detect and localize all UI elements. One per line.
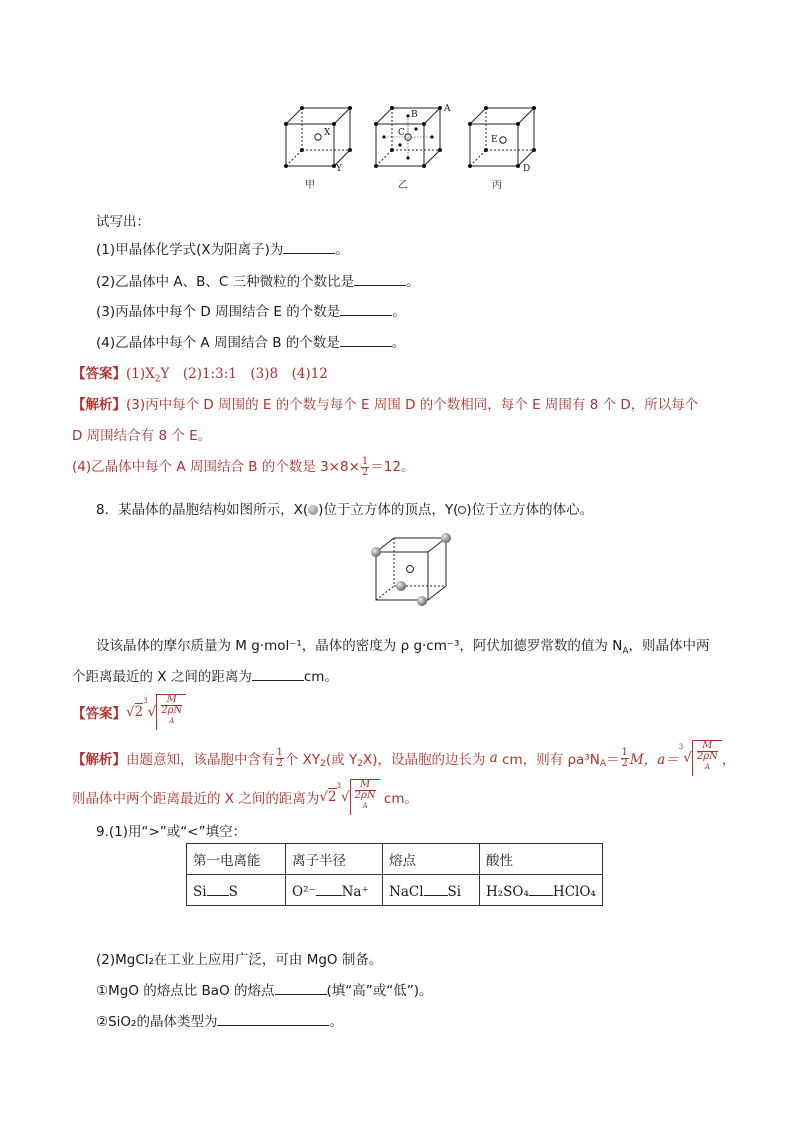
label-y: Y [336,164,342,174]
fraction-half: $\frac{1}{2}$ [361,455,369,478]
q9-blank-1[interactable] [275,980,327,995]
q7-analysis-line2: D 周围结合有 8 个 E。 [72,428,212,444]
q7-analysis [72,393,698,413]
analysis-text: 个 XY [284,752,321,769]
q7-part4-blank[interactable] [340,332,392,347]
q9-stem: 9.(1)用“>”或“<”填空： [96,824,247,840]
q7-part1 [96,238,349,258]
table-cell: Si S [187,875,286,906]
q7-part4-text: (4)乙晶体中每个 A 周围结合 B 的个数是 [96,335,340,351]
q7-part3 [96,300,406,320]
period: 。 [391,335,406,351]
analysis-text: (或 Y [325,752,358,769]
cell-blank[interactable] [316,881,342,896]
comma: ， [721,752,736,769]
cube-root-2: $^3$√ M 2ρN $^A$ [679,740,722,776]
label-c: C [398,128,405,138]
table-row [187,875,603,906]
fraction-half: $\frac{1}{2}$ [276,746,283,769]
q8-line1-sub: A [622,646,629,657]
q8-cube-figure [366,532,456,610]
q8-line1-text: 设该晶体的摩尔质量为 M g·mol⁻¹，晶体的密度为 ρ g·cm⁻³，阿伏加德罗常数的值为 N [96,638,623,654]
q9-part2: (2)MgCl₂在工业上应用广泛，可由 MgO 制备。 [96,952,383,968]
q8-line2-tail: cm。 [303,669,338,685]
fraction-half-2: $\frac{1}{2}$ [621,746,628,769]
q7-part1-blank[interactable] [283,239,335,254]
q8-analysis-line2 [72,779,418,815]
q7-part3-blank[interactable] [340,301,392,316]
sub: 2 [357,758,363,769]
q7-answer [72,362,328,385]
q9-part2-2-tail: 。 [329,1014,343,1030]
q9-table [186,843,603,906]
cell-blank[interactable] [424,881,448,896]
label-d: D [523,164,531,174]
sub: A [599,758,607,769]
q9-part2-1-tail: (填“高”或“低”)。 [326,983,433,999]
analysis-text-tail: ＝12。 [370,459,415,475]
period: 。 [335,242,349,258]
q9-part2-2 [96,1010,343,1030]
q7-part2 [96,270,420,290]
q8-stem-3: )位于立方体的体心。 [466,502,594,518]
caption-jia: 甲 [305,180,315,191]
q7-part2-text: (2)乙晶体中 A、B、C 三种微粒的个数比是 [96,274,355,290]
q9-part2-1-text: MgO 的熔点比 BaO 的熔点 [108,983,275,999]
analysis-text: (3)丙中每个 D 周围的 E 的个数与每个 E 周围 D 的个数相同，每个 E 周围有 8 个 D，所以每个 [126,397,699,413]
q8-stem-1: 8．某晶体的晶胞结构如图所示，X( [96,502,309,518]
q8-line1-tail: ，则晶体中两 [628,638,710,654]
answer-tag: 【答案】 [72,366,126,382]
answer-text-2: Y (2)1:3:1 (3)8 (4)12 [160,366,328,382]
cube-root: $^3$√ M 2ρN $^A$ [143,694,186,730]
table-header: 熔点 [383,844,480,875]
analysis-text: 则晶体中两个距离最近的 X 之间的距离为 [72,791,320,808]
q7-part4-analysis [72,455,414,478]
q8-blank[interactable] [252,666,304,681]
q8-answer [72,694,186,730]
analysis-text: M，a＝ [629,752,679,769]
q8-line2-text: 个距离最近的 X 之间的距离为 [72,669,252,685]
cell-blank[interactable] [529,881,553,896]
period: 。 [406,274,420,290]
label-b: B [411,110,418,120]
q8-analysis [72,740,735,776]
label-x: X [324,128,331,138]
q8-line1 [96,634,709,657]
answer-text: (1)X [126,366,155,382]
analysis-text-tail: cm。 [383,791,418,808]
table-cell: O²⁻ Na⁺ [286,875,383,906]
caption-yi: 乙 [398,180,408,191]
analysis-text: X)，设晶胞的边长为 [362,752,486,769]
table-header-row [187,844,603,875]
q8-stem-2: )位于立方体的顶点，Y( [318,502,459,518]
q9-part2-2-text: SiO₂的晶体类型为 [108,1014,218,1030]
analysis-text: 由题意知，该晶胞中含有 [126,752,275,769]
table-header: 酸性 [480,844,603,875]
table-cell: NaCl Si [383,875,480,906]
gray-sphere-icon [308,505,318,515]
answer-sub: 2 [154,374,161,385]
var-a: a [489,750,498,767]
sqrt-2: √2 [126,704,144,721]
analysis-text: (4)乙晶体中每个 A 周围结合 B 的个数是 3×8× [72,459,360,475]
q9-part2-1 [96,979,433,999]
sqrt-2: √2 [319,789,337,806]
q7-part3-text: (3)丙晶体中每个 D 周围结合 E 的个数是 [96,304,341,320]
q7-part4 [96,331,405,351]
q8-stem [96,498,593,518]
q8-line2 [72,665,338,685]
table-header: 离子半径 [286,844,383,875]
q7-part2-blank[interactable] [354,271,406,286]
label-a: A [444,104,451,114]
q7-part1-text: (1)甲晶体化学式(X为阳离子)为 [96,242,284,258]
equals: ＝ [606,752,620,769]
q7-intro: 试写出： [96,214,150,230]
cell-blank[interactable] [207,881,229,896]
cube-root-3: $^3$√ M 2ρN $^A$ [337,779,380,815]
label-e: E [491,135,498,145]
table-cell: H₂SO₄ HClO₄ [480,875,603,906]
sub: 2 [320,758,326,769]
q9-blank-2[interactable] [217,1011,329,1026]
analysis-text: cm，则有 ρa³N [502,752,600,769]
answer-tag: 【答案】 [72,706,126,723]
period: 。 [392,304,406,320]
analysis-tag: 【解析】 [72,397,126,413]
table-header: 第一电离能 [187,844,286,875]
circled-1: ① [96,983,109,999]
analysis-tag: 【解析】 [72,752,126,769]
caption-bing: 丙 [492,180,502,191]
circled-2: ② [96,1014,109,1030]
